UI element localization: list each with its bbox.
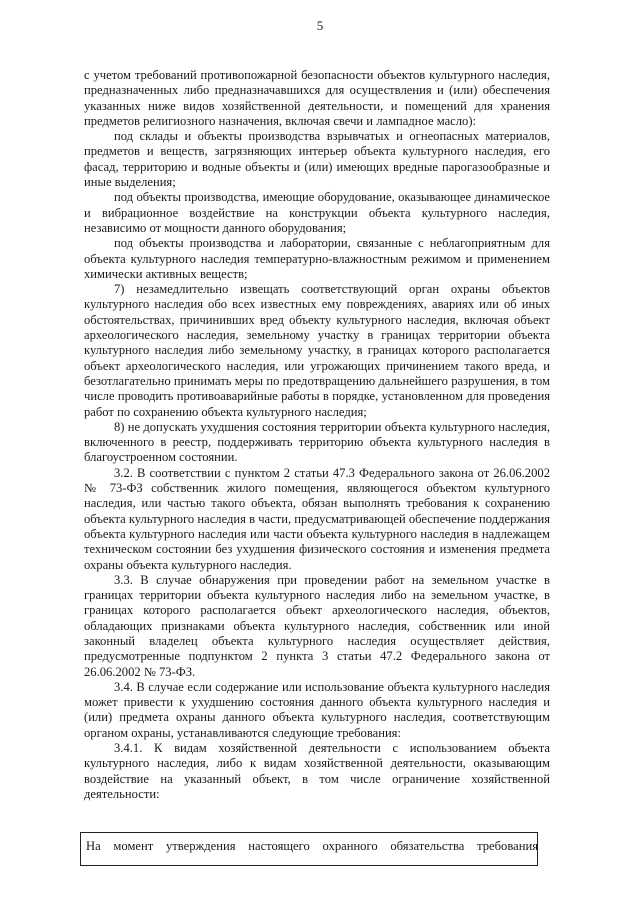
- paragraph-item-7: 7) незамедлительно извещать соответствующий орган охраны объектов культурного наследия обо всех известных ему повреждениях, авариях или об иных обстоятельствах, причинивших вред объекту культурного наследия, включая объект археологического наследия, земельному участку в границах территории объекта культурного наследия либо земельному участку, в границах которого располагается объект археологического наследия, или угрожающих причинением такого вреда, и безотлагательно принимать меры по предотвращению дальнейшего разрушения, в том числе проводить противоаварийные работы в порядке, установленном для проведения работ по сохранению объекта культурного наследия;: [84, 282, 550, 419]
- paragraph-warehouses: под склады и объекты производства взрывчатых и огнеопасных материалов, предметов и веществ, загрязняющих интерьер объекта культурного наследия, его фасад, территорию и водные объекты и (или) имеющих вредные парогазообразные и иные выделения;: [84, 129, 550, 190]
- paragraph-item-8: 8) не допускать ухудшения состояния территории объекта культурного наследия, включенного в реестр, поддерживать территорию объекта культурного наследия в благоустроенном состоянии.: [84, 419, 550, 465]
- notice-text: На момент утверждения настоящего охранного обязательства требования: [86, 839, 538, 853]
- paragraph-3-3: 3.3. В случае обнаружения при проведении работ на земельном участке в границах территории объекта культурного наследия либо на земельном участке, в границах которого располагается объект археологического наследия, объектов, обладающих признаками объекта культурного наследия, собственник или иной законный владелец объекта культурного наследия осуществляет действия, предусмотренные подпунктом 2 пункта 3 статьи 47.2 Федерального закона от 26.06.2002 № 73-ФЗ.: [84, 572, 550, 679]
- paragraph-3-4: 3.4. В случае если содержание или использование объекта культурного наследия может привести к ухудшению состояния данного объекта культурного наследия и (или) предмета охраны данного объекта культурного наследия, соответствующим органом охраны, устанавливаются следующие требования:: [84, 679, 550, 740]
- paragraph-laboratories: под объекты производства и лаборатории, связанные с неблагоприятным для объекта культурного наследия температурно-влажностным режимом и применением химически активных веществ;: [84, 236, 550, 281]
- paragraph-vibration-equipment: под объекты производства, имеющие оборудование, оказывающее динамическое и вибрационное воздействие на конструкции объекта культурного наследия, независимо от мощности данного оборудования;: [84, 190, 550, 235]
- page-number: 5: [316, 18, 324, 33]
- paragraph-3-4-1: 3.4.1. К видам хозяйственной деятельности с использованием объекта культурного наследия, либо к видам хозяйственной деятельности, оказывающим воздействие на указанный объект, в том числе ограничение хозяйственной деятельности:: [84, 741, 550, 801]
- paragraph-fire-safety: с учетом требований противопожарной безопасности объектов культурного наследия, предназначенных либо предназначавшихся для осуществления и (или) обеспечения указанных ниже видов хозяйственной деятельности, и помещений для хранения предметов религиозного назначения, включая свечи и лампадное масло):: [84, 68, 550, 128]
- paragraph-3-2: 3.2. В соответствии с пунктом 2 статьи 47.3 Федерального закона от 26.06.2002 № 73-ФЗ собственник жилого помещения, являющегося объектом культурного наследия, или частью такого объекта, обязан выполнять требования к сохранению объекта культурного наследия в части, предусматривающей обеспечение поддержания объекта культурного наследия или части объекта культурного наследия в надлежащем техническом состоянии без ухудшения физического состояния и изменения предмета охраны объекта культурного наследия.: [84, 465, 550, 572]
- document-body: [84, 68, 550, 802]
